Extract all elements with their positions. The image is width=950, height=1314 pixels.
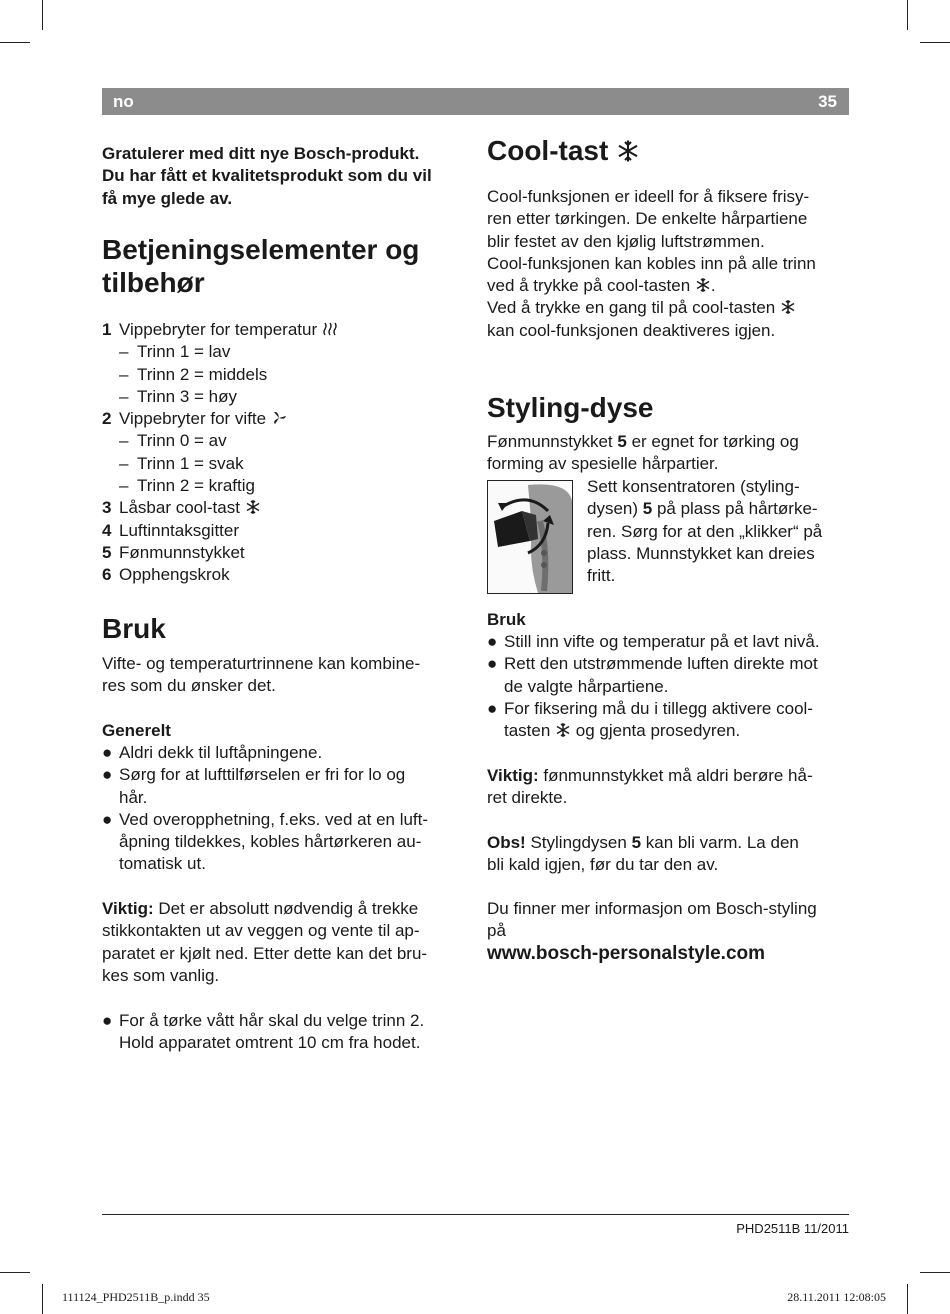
item-number: 3 [102,498,112,518]
fan-icon [271,410,287,426]
item-label: Låsbar cool-tast [119,498,240,518]
list-item [102,497,464,519]
text-line: fritt. [587,566,616,586]
text-line: Ved overopphetning, f.eks. ved at en luft- [119,809,429,829]
item-number: 6 [102,565,112,585]
cool-paragraph [487,186,852,342]
controls-heading [102,233,419,299]
text-line: Sørg for at lufttilførselen er fri for lo og [119,765,406,785]
item-label: Trinn 1 = lav [137,342,231,362]
crop-mark [42,0,43,30]
item-label: Trinn 1 = svak [137,453,244,473]
text-line: Cool-funksjonen er ideell for å fiksere frisy- [487,187,810,206]
text-line: paratet er kjølt ned. Etter dette kan det bru- [102,943,428,963]
part-number: 5 [617,432,627,451]
text-line: kan cool-funksjonen deaktiveres igjen. [487,320,776,340]
text-line: Still inn vifte og temperatur på et lavt nivå. [504,632,820,651]
dash: – [119,364,129,384]
list-item [487,698,852,743]
list-item [487,631,852,653]
intro-line: Gratulerer med ditt nye Bosch-produkt. [102,144,420,163]
text-line: kes som vanlig. [102,965,220,985]
item-number: 2 [102,409,112,429]
list-item [102,809,464,876]
list-item [102,408,464,430]
list-item [102,475,464,497]
snowflake-icon [555,722,571,738]
text-line: tomatisk ut. [119,854,206,874]
list-item [102,520,464,542]
item-label: Trinn 0 = av [137,431,227,451]
hairdryer-nozzle-image [488,481,572,593]
item-number: 5 [102,542,112,562]
snowflake-icon [780,299,796,315]
intro-line: få mye glede av. [102,188,233,208]
text-line: For fiksering må du i tillegg aktivere cool- [504,698,813,718]
text-line: ved å trykke på cool-tasten [487,276,695,296]
text-line: ren. Sørg for at den „klikker“ på [587,521,823,541]
snowflake-icon [245,499,261,515]
viktig-label: Viktig: [487,766,539,785]
text-line: Rett den utstrømmende luften direkte mot [504,654,818,674]
controls-list [102,319,464,587]
styling-viktig [487,765,852,810]
styling-bruk-heading: Bruk [487,610,526,629]
bullet-icon: ● [487,654,498,674]
viktig-paragraph [102,898,464,987]
generelt-list [102,742,464,876]
text-line: hår. [119,787,148,807]
text-line: Ved å trykke en gang til på cool-tasten [487,298,780,318]
dash: – [119,453,129,473]
intro-text [102,143,464,210]
text-line: Stylingdysen [525,833,632,852]
print-slug-date: 28.11.2011 12:08:05 [787,1290,886,1304]
crop-mark [920,42,950,43]
page-number: 35 [818,92,837,111]
text-line: Hold apparatet omtrent 10 cm fra hodet. [119,1033,421,1053]
text-line: plass. Munnstykket kan dreies [587,543,815,563]
snowflake-icon [695,277,711,293]
list-item [487,653,852,698]
text-line: på plass på hårtørke- [652,499,818,519]
part-number: 5 [631,833,642,852]
bullet-icon: ● [487,698,498,718]
drying-tip [102,1010,464,1055]
dash: – [119,342,129,362]
text-line: Cool-funksjonen kan kobles inn på alle trinn [487,253,816,273]
text-line: For å tørke vått hår skal du velge trinn 2. [119,1011,425,1030]
text-line: Sett konsentratoren (styling- [587,477,800,496]
text-line: på [487,921,506,941]
more-info [487,898,852,965]
list-item [102,341,464,363]
text-line: fønmunnstykket må aldri berøre hå- [538,766,813,785]
crop-mark [907,0,908,30]
bullet-icon: ● [102,765,113,785]
crop-mark [920,1272,950,1273]
cool-heading [487,134,640,167]
text-line: . [710,276,716,296]
styling-bruk-list [487,631,852,742]
item-label: Trinn 2 = middels [137,364,268,384]
dash: – [119,476,129,496]
bullet-icon: ● [102,743,113,762]
text-line: Aldri dekk til luftåpningene. [119,743,323,762]
text-line: res som du ønsker det. [102,676,276,696]
list-item [102,764,464,809]
crop-mark [0,1272,30,1273]
text-line: de valgte hårpartiene. [504,676,669,696]
list-item [102,386,464,408]
item-label: Vippebryter for vifte [119,409,267,429]
footer-divider [102,1214,849,1215]
text-line: Du finner mer informasjon om Bosch-styling [487,899,817,918]
list-item [102,742,464,764]
text-line: bli kald igjen, før du tar den av. [487,855,719,875]
controls-heading-line: tilbehør [102,267,205,298]
styling-obs [487,832,852,877]
bullet-icon: ● [102,1011,113,1030]
text-line: stikkontakten ut av veggen og vente til ap- [102,921,420,941]
generelt-heading: Generelt [102,721,171,740]
bullet-icon: ● [102,809,113,829]
text-line: ret direkte. [487,788,568,808]
list-item [102,453,464,475]
list-item [102,564,464,586]
styling-nozzle-illustration [487,480,573,594]
text-line: Det er absolutt nødvendig å trekke [153,899,419,918]
print-slug-file: 111124_PHD2511B_p.indd 35 [62,1290,210,1304]
list-item [102,319,464,341]
item-label: Opphengskrok [119,565,230,585]
styling-intro [487,431,852,476]
text-line: Vifte- og temperaturtrinnene kan kombine- [102,654,421,673]
list-item [102,430,464,452]
bruk-heading: Bruk [102,613,166,644]
viktig-label: Viktig: [102,899,154,918]
dash: – [119,386,129,406]
text-line: og gjenta prosedyren. [571,721,741,741]
styling-heading: Styling-dyse [487,392,654,423]
text-line: åpning tildekkes, kobles hårtørkeren au- [119,832,422,852]
website-link[interactable]: www.bosch-personalstyle.com [487,942,766,964]
item-label: Luftinntaksgitter [119,520,240,540]
item-label: Vippebryter for temperatur [119,320,318,339]
page-header [102,88,849,115]
intro-line: Du har fått et kvalitetsprodukt som du vil [102,166,432,186]
heat-icon [322,321,338,337]
text-line: blir festet av den kjølig luftstrømmen. [487,231,765,251]
bruk-intro [102,653,464,698]
controls-heading-line: Betjeningselementer og [102,234,420,265]
text-line: forming av spesielle hårpartier. [487,454,719,474]
crop-mark [0,42,30,43]
text-line: kan bli varm. La den [641,833,799,852]
model-code: PHD2511B 11/2011 [736,1221,849,1236]
text-line: tasten [504,721,556,741]
list-item [102,1010,464,1055]
part-number: 5 [642,499,653,519]
bullet-icon: ● [487,632,498,651]
snowflake-icon [616,139,640,163]
list-item [102,364,464,386]
list-item [102,542,464,564]
item-label: Fønmunnstykket [119,542,245,562]
dash: – [119,431,129,451]
item-label: Trinn 2 = kraftig [137,476,255,496]
item-number: 1 [102,320,112,339]
text-line: Fønmunnstykket [487,432,618,451]
text-line: dysen) [587,499,643,519]
cool-heading-text: Cool-tast [487,135,609,166]
crop-mark [42,1284,43,1314]
obs-label: Obs! [487,833,526,852]
crop-mark [907,1284,908,1314]
text-line: er egnet for tørking og [626,432,799,451]
text-line: ren etter tørkingen. De enkelte hårpartiene [487,209,808,229]
item-label: Trinn 3 = høy [137,386,237,406]
figure-caption [587,476,852,587]
language-code: no [113,92,134,111]
item-number: 4 [102,520,112,540]
